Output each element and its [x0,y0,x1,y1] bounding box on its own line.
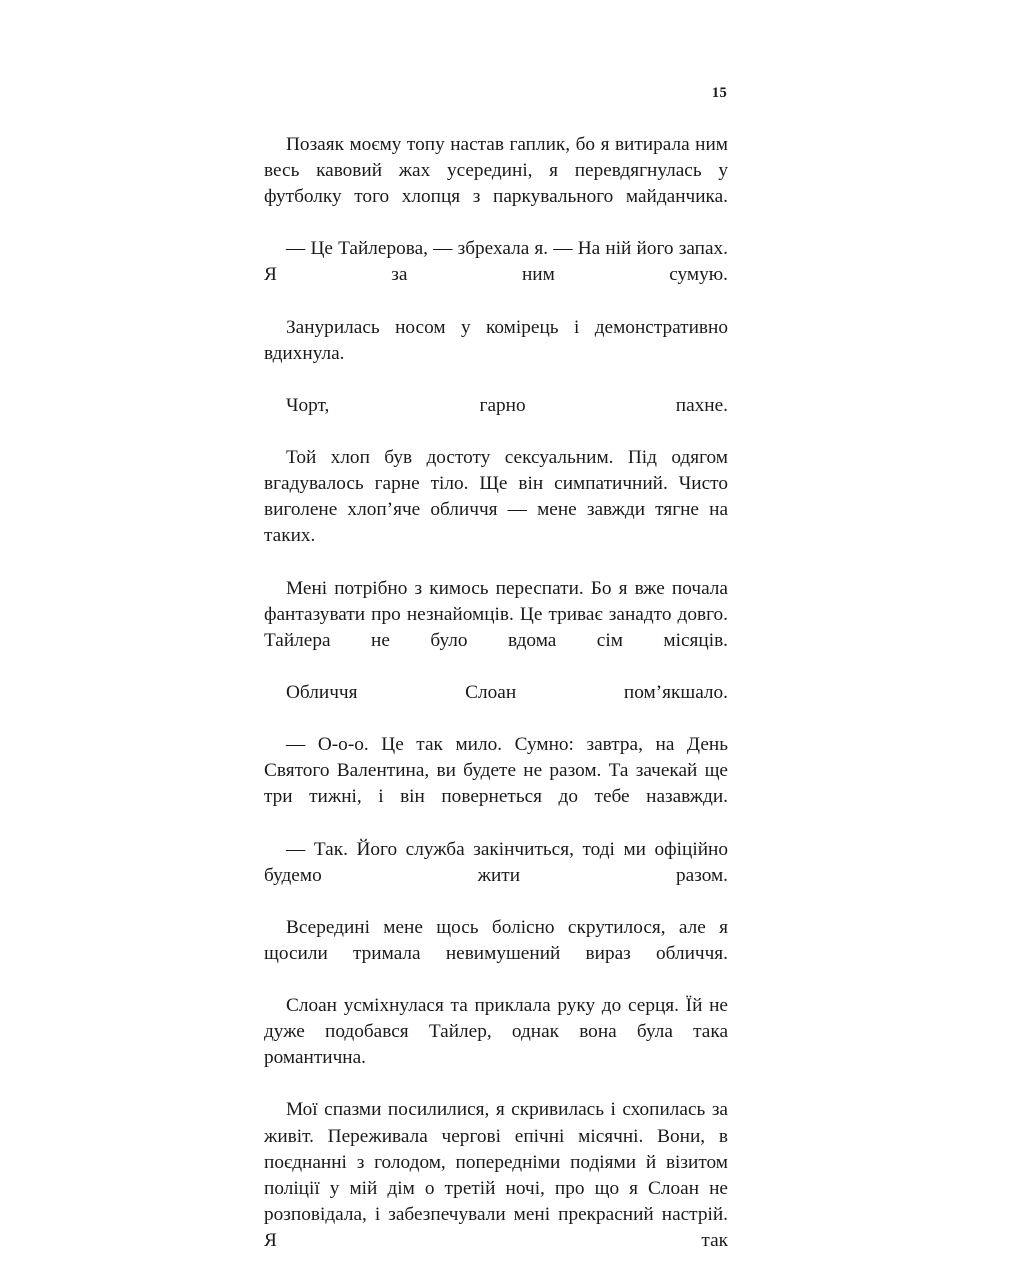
page-number: 15 [711,85,727,101]
body-text-block [264,132,728,1280]
paragraph: Всередині мене щось болісно скрутилося, але я щосили тримала невимушений вираз обличчя. [264,916,728,964]
paragraph: Обличчя Слоан пом’якшало. [286,681,728,703]
paragraph: Занурилась носом у комірець і демонстративно вдихнула. [264,316,728,364]
paragraph: Мої спазми посилилися, я скривилась і схопилась за живіт. Переживала чергові епічні місячні. Вони, в поєднанні з голодом, попередніми подіями й візитом поліції у мій дім о третій ночі, про що я Слоан не розповідала, і забезпечували мені прекрасний настрій. Я так [264,1099,728,1251]
paragraph: Чорт, гарно пахне. [286,394,728,416]
paragraph: — Так. Його служба закінчиться, тоді ми офіційно будемо жити разом. [264,838,728,886]
paragraph: Той хлоп був достоту сексуальним. Під одягом вгадувалось гарне тіло. Ще він симпатичний. Чисто виголене хлоп’яче обличчя — мене завжди тягне на таких. [264,447,728,547]
paragraph: — Це Тайлерова, — збрехала я. — На ній його запах. Я за ним сумую. [264,238,728,286]
paragraph: — О-о-о. Це так мило. Сумно: завтра, на День Святого Валентина, ви будете не разом. Та зачекай ще три тижні, і він повернеться до тебе назавжди. [264,734,728,808]
paragraph: Мені потрібно з кимось переспати. Бо я вже почала фантазувати про незнайомців. Це триває занадто довго. Тайлера не було вдома сім місяців. [264,577,728,651]
paragraph: Слоан усміхнулася та приклала руку до серця. Їй не дуже подобався Тайлер, однак вона була така романтична. [264,995,728,1069]
paragraph: Позаяк моєму топу настав гаплик, бо я витирала ним весь кавовий жах усередині, я перевдягнулась у футболку того хлопця з паркувального майданчика. [264,134,728,208]
